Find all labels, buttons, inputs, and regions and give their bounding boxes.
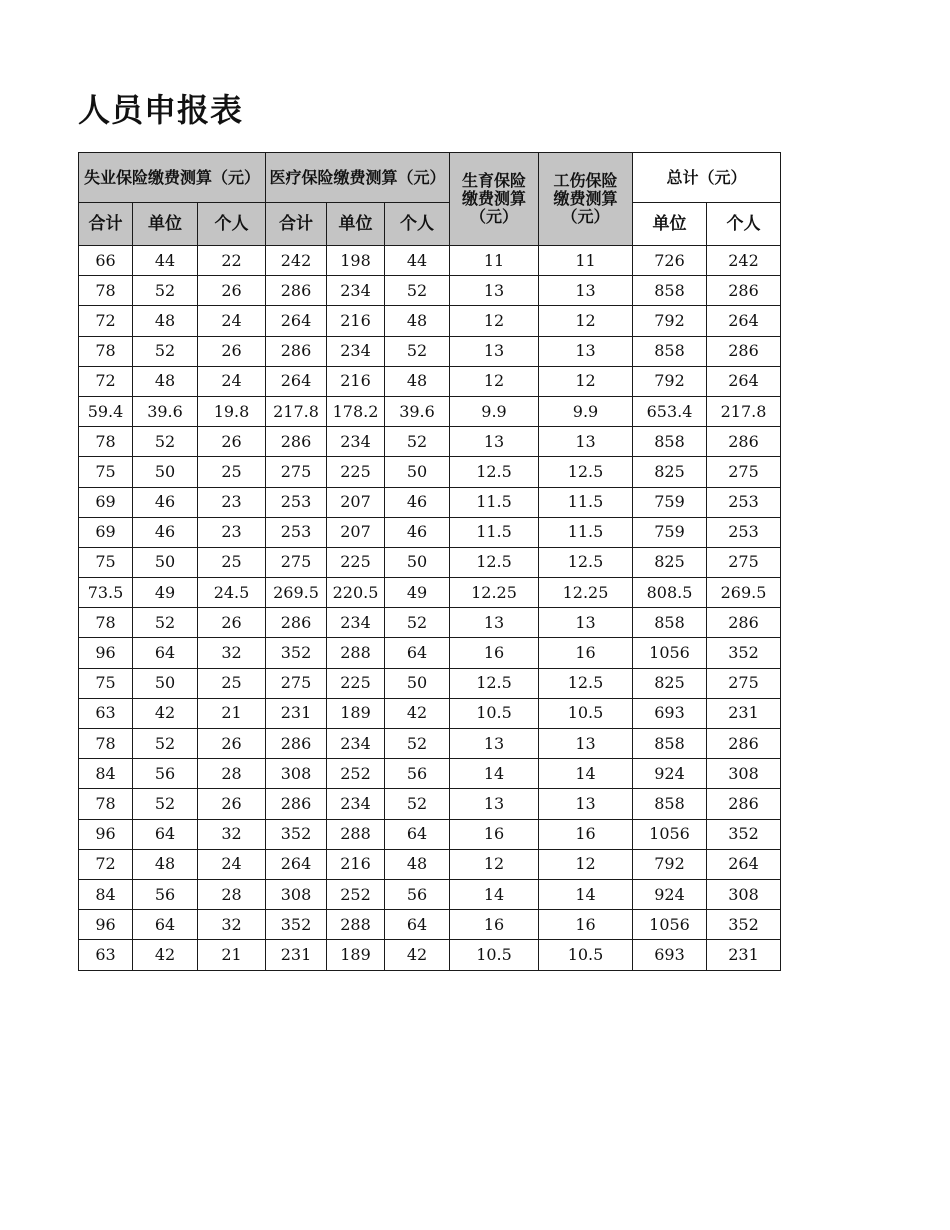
- maternity-cell: 11.5: [450, 487, 539, 517]
- table-row: [79, 276, 781, 306]
- table-row: [79, 547, 781, 577]
- medical-individual-cell: 52: [385, 789, 450, 819]
- table-row: [79, 306, 781, 336]
- maternity-cell: 12.5: [450, 457, 539, 487]
- total-individual-cell: 352: [707, 638, 781, 668]
- table-row: [79, 366, 781, 396]
- unemployment-individual-cell: 26: [198, 276, 266, 306]
- unemployment-individual-header: 个人: [198, 203, 266, 246]
- total-employer-cell: 858: [633, 608, 707, 638]
- medical-employer-cell: 225: [327, 547, 385, 577]
- maternity-cell: 14: [450, 759, 539, 789]
- maternity-cell: 13: [450, 336, 539, 366]
- unemployment-employer-cell: 50: [133, 547, 198, 577]
- total-employer-cell: 653.4: [633, 396, 707, 426]
- table-row: [79, 396, 781, 426]
- maternity-cell: 13: [450, 427, 539, 457]
- total-employer-cell: 825: [633, 547, 707, 577]
- medical-employer-cell: 234: [327, 276, 385, 306]
- unemployment-employer-cell: 64: [133, 910, 198, 940]
- unemployment-subtotal-cell: 59.4: [79, 396, 133, 426]
- unemployment-employer-cell: 56: [133, 879, 198, 909]
- injury-cell: 12.5: [539, 668, 633, 698]
- maternity-cell: 13: [450, 729, 539, 759]
- unemployment-individual-cell: 32: [198, 638, 266, 668]
- injury-cell: 16: [539, 910, 633, 940]
- table-row: [79, 759, 781, 789]
- medical-individual-cell: 42: [385, 698, 450, 728]
- medical-employer-cell: 234: [327, 608, 385, 638]
- medical-insurance-header: 医疗保险缴费测算（元）: [266, 153, 450, 203]
- total-individual-cell: 275: [707, 547, 781, 577]
- medical-individual-cell: 56: [385, 879, 450, 909]
- unemployment-employer-cell: 39.6: [133, 396, 198, 426]
- total-individual-cell: 264: [707, 849, 781, 879]
- unemployment-employer-cell: 50: [133, 457, 198, 487]
- table-row: [79, 668, 781, 698]
- medical-subtotal-cell: 308: [266, 879, 327, 909]
- unemployment-subtotal-cell: 75: [79, 547, 133, 577]
- medical-subtotal-cell: 286: [266, 336, 327, 366]
- total-individual-cell: 275: [707, 457, 781, 487]
- medical-employer-cell: 252: [327, 879, 385, 909]
- unemployment-individual-cell: 24: [198, 849, 266, 879]
- medical-individual-cell: 39.6: [385, 396, 450, 426]
- total-employer-cell: 924: [633, 759, 707, 789]
- medical-employer-cell: 207: [327, 487, 385, 517]
- unemployment-individual-cell: 26: [198, 608, 266, 638]
- medical-employer-cell: 220.5: [327, 578, 385, 608]
- injury-insurance-header: 工伤保险缴费测算（元）: [539, 153, 633, 246]
- unemployment-subtotal-cell: 75: [79, 457, 133, 487]
- injury-cell: 11: [539, 246, 633, 276]
- medical-subtotal-cell: 352: [266, 638, 327, 668]
- total-employer-cell: 693: [633, 940, 707, 970]
- medical-subtotal-cell: 269.5: [266, 578, 327, 608]
- medical-employer-cell: 225: [327, 457, 385, 487]
- total-employer-cell: 924: [633, 879, 707, 909]
- total-individual-cell: 253: [707, 517, 781, 547]
- total-employer-cell: 858: [633, 276, 707, 306]
- injury-cell: 13: [539, 276, 633, 306]
- total-employer-cell: 693: [633, 698, 707, 728]
- total-employer-cell: 858: [633, 789, 707, 819]
- medical-subtotal-cell: 286: [266, 276, 327, 306]
- total-individual-cell: 253: [707, 487, 781, 517]
- table-row: [79, 910, 781, 940]
- medical-employer-cell: 234: [327, 789, 385, 819]
- medical-employer-cell: 207: [327, 517, 385, 547]
- medical-subtotal-cell: 286: [266, 729, 327, 759]
- medical-individual-cell: 64: [385, 638, 450, 668]
- medical-subtotal-cell: 253: [266, 487, 327, 517]
- unemployment-individual-cell: 24: [198, 366, 266, 396]
- maternity-cell: 10.5: [450, 698, 539, 728]
- injury-cell: 12.5: [539, 547, 633, 577]
- unemployment-subtotal-cell: 78: [79, 336, 133, 366]
- unemployment-subtotal-cell: 75: [79, 668, 133, 698]
- medical-individual-cell: 52: [385, 427, 450, 457]
- medical-employer-cell: 234: [327, 729, 385, 759]
- maternity-cell: 11: [450, 246, 539, 276]
- unemployment-subtotal-cell: 84: [79, 759, 133, 789]
- medical-employer-cell: 288: [327, 819, 385, 849]
- unemployment-individual-cell: 24: [198, 306, 266, 336]
- unemployment-employer-cell: 42: [133, 698, 198, 728]
- total-individual-cell: 231: [707, 940, 781, 970]
- unemployment-individual-cell: 26: [198, 336, 266, 366]
- maternity-cell: 9.9: [450, 396, 539, 426]
- maternity-cell: 12.5: [450, 668, 539, 698]
- medical-individual-header: 个人: [385, 203, 450, 246]
- table-row: [79, 638, 781, 668]
- unemployment-insurance-header: 失业保险缴费测算（元）: [79, 153, 266, 203]
- maternity-cell: 16: [450, 638, 539, 668]
- unemployment-subtotal-cell: 72: [79, 306, 133, 336]
- medical-subtotal-cell: 275: [266, 668, 327, 698]
- medical-subtotal-cell: 352: [266, 910, 327, 940]
- medical-subtotal-cell: 231: [266, 698, 327, 728]
- unemployment-employer-cell: 44: [133, 246, 198, 276]
- table-row: [79, 578, 781, 608]
- unemployment-subtotal-header: 合计: [79, 203, 133, 246]
- page-title: 人员申报表: [78, 91, 244, 129]
- total-employer-cell: 792: [633, 366, 707, 396]
- injury-cell: 9.9: [539, 396, 633, 426]
- unemployment-employer-cell: 46: [133, 517, 198, 547]
- total-employer-cell: 1056: [633, 910, 707, 940]
- medical-employer-cell: 234: [327, 427, 385, 457]
- maternity-insurance-header: 生育保险缴费测算（元）: [450, 153, 539, 246]
- medical-individual-cell: 52: [385, 729, 450, 759]
- unemployment-individual-cell: 25: [198, 547, 266, 577]
- table-row: [79, 608, 781, 638]
- total-individual-cell: 286: [707, 276, 781, 306]
- medical-subtotal-cell: 286: [266, 789, 327, 819]
- maternity-cell: 13: [450, 608, 539, 638]
- total-individual-cell: 242: [707, 246, 781, 276]
- maternity-cell: 16: [450, 910, 539, 940]
- total-employer-cell: 792: [633, 306, 707, 336]
- medical-subtotal-cell: 352: [266, 819, 327, 849]
- total-employer-cell: 858: [633, 336, 707, 366]
- unemployment-individual-cell: 28: [198, 879, 266, 909]
- maternity-cell: 13: [450, 276, 539, 306]
- unemployment-employer-cell: 48: [133, 366, 198, 396]
- medical-employer-cell: 189: [327, 940, 385, 970]
- medical-individual-cell: 52: [385, 608, 450, 638]
- total-employer-cell: 858: [633, 427, 707, 457]
- unemployment-subtotal-cell: 63: [79, 940, 133, 970]
- medical-employer-cell: 234: [327, 336, 385, 366]
- injury-cell: 13: [539, 336, 633, 366]
- total-individual-cell: 275: [707, 668, 781, 698]
- maternity-cell: 16: [450, 819, 539, 849]
- medical-subtotal-cell: 275: [266, 547, 327, 577]
- table-row: [79, 457, 781, 487]
- unemployment-subtotal-cell: 78: [79, 729, 133, 759]
- unemployment-individual-cell: 25: [198, 668, 266, 698]
- medical-individual-cell: 49: [385, 578, 450, 608]
- unemployment-individual-cell: 21: [198, 940, 266, 970]
- total-employer-cell: 808.5: [633, 578, 707, 608]
- unemployment-employer-cell: 49: [133, 578, 198, 608]
- total-employer-cell: 759: [633, 517, 707, 547]
- total-individual-cell: 286: [707, 336, 781, 366]
- total-employer-cell: 1056: [633, 819, 707, 849]
- unemployment-individual-cell: 28: [198, 759, 266, 789]
- table-row: [79, 698, 781, 728]
- total-individual-cell: 231: [707, 698, 781, 728]
- medical-subtotal-header: 合计: [266, 203, 327, 246]
- maternity-cell: 12.5: [450, 547, 539, 577]
- medical-individual-cell: 64: [385, 910, 450, 940]
- medical-employer-cell: 189: [327, 698, 385, 728]
- unemployment-individual-cell: 25: [198, 457, 266, 487]
- medical-individual-cell: 52: [385, 276, 450, 306]
- injury-cell: 13: [539, 427, 633, 457]
- medical-employer-header: 单位: [327, 203, 385, 246]
- medical-individual-cell: 44: [385, 246, 450, 276]
- medical-subtotal-cell: 275: [266, 457, 327, 487]
- medical-subtotal-cell: 286: [266, 427, 327, 457]
- unemployment-subtotal-cell: 69: [79, 517, 133, 547]
- unemployment-employer-cell: 42: [133, 940, 198, 970]
- total-individual-cell: 217.8: [707, 396, 781, 426]
- medical-subtotal-cell: 242: [266, 246, 327, 276]
- unemployment-individual-cell: 21: [198, 698, 266, 728]
- unemployment-individual-cell: 26: [198, 789, 266, 819]
- unemployment-individual-cell: 26: [198, 729, 266, 759]
- injury-cell: 13: [539, 729, 633, 759]
- unemployment-employer-cell: 52: [133, 789, 198, 819]
- injury-cell: 12.5: [539, 457, 633, 487]
- injury-cell: 12: [539, 306, 633, 336]
- medical-subtotal-cell: 264: [266, 849, 327, 879]
- injury-cell: 13: [539, 608, 633, 638]
- total-individual-cell: 286: [707, 729, 781, 759]
- unemployment-individual-cell: 32: [198, 910, 266, 940]
- medical-individual-cell: 56: [385, 759, 450, 789]
- unemployment-employer-cell: 52: [133, 427, 198, 457]
- unemployment-individual-cell: 26: [198, 427, 266, 457]
- unemployment-subtotal-cell: 63: [79, 698, 133, 728]
- total-individual-cell: 264: [707, 306, 781, 336]
- maternity-cell: 12: [450, 306, 539, 336]
- medical-subtotal-cell: 253: [266, 517, 327, 547]
- table-row: [79, 819, 781, 849]
- medical-employer-cell: 216: [327, 306, 385, 336]
- medical-individual-cell: 42: [385, 940, 450, 970]
- unemployment-subtotal-cell: 66: [79, 246, 133, 276]
- table-row: [79, 729, 781, 759]
- maternity-cell: 12.25: [450, 578, 539, 608]
- unemployment-subtotal-cell: 96: [79, 819, 133, 849]
- injury-cell: 14: [539, 879, 633, 909]
- unemployment-subtotal-cell: 72: [79, 366, 133, 396]
- table-row: [79, 336, 781, 366]
- injury-cell: 12: [539, 366, 633, 396]
- medical-employer-cell: 288: [327, 910, 385, 940]
- unemployment-subtotal-cell: 78: [79, 789, 133, 819]
- medical-individual-cell: 50: [385, 457, 450, 487]
- medical-individual-cell: 48: [385, 849, 450, 879]
- medical-subtotal-cell: 286: [266, 608, 327, 638]
- medical-individual-cell: 64: [385, 819, 450, 849]
- unemployment-subtotal-cell: 78: [79, 608, 133, 638]
- medical-employer-cell: 216: [327, 366, 385, 396]
- medical-employer-cell: 225: [327, 668, 385, 698]
- medical-employer-cell: 216: [327, 849, 385, 879]
- medical-individual-cell: 46: [385, 487, 450, 517]
- injury-cell: 13: [539, 789, 633, 819]
- total-employer-cell: 1056: [633, 638, 707, 668]
- medical-subtotal-cell: 264: [266, 366, 327, 396]
- total-individual-cell: 352: [707, 819, 781, 849]
- medical-subtotal-cell: 308: [266, 759, 327, 789]
- maternity-cell: 12: [450, 849, 539, 879]
- medical-individual-cell: 48: [385, 306, 450, 336]
- table-row: [79, 879, 781, 909]
- injury-cell: 12.25: [539, 578, 633, 608]
- total-individual-cell: 286: [707, 427, 781, 457]
- maternity-cell: 13: [450, 789, 539, 819]
- medical-individual-cell: 46: [385, 517, 450, 547]
- unemployment-subtotal-cell: 73.5: [79, 578, 133, 608]
- unemployment-individual-cell: 22: [198, 246, 266, 276]
- total-individual-cell: 286: [707, 789, 781, 819]
- total-employer-header: 单位: [633, 203, 707, 246]
- unemployment-employer-cell: 48: [133, 849, 198, 879]
- maternity-cell: 14: [450, 879, 539, 909]
- unemployment-subtotal-cell: 69: [79, 487, 133, 517]
- unemployment-subtotal-cell: 78: [79, 427, 133, 457]
- medical-subtotal-cell: 264: [266, 306, 327, 336]
- unemployment-employer-cell: 56: [133, 759, 198, 789]
- injury-cell: 11.5: [539, 517, 633, 547]
- unemployment-subtotal-cell: 84: [79, 879, 133, 909]
- total-employer-cell: 726: [633, 246, 707, 276]
- unemployment-individual-cell: 19.8: [198, 396, 266, 426]
- table-row: [79, 517, 781, 547]
- injury-cell: 14: [539, 759, 633, 789]
- unemployment-individual-cell: 32: [198, 819, 266, 849]
- medical-individual-cell: 50: [385, 547, 450, 577]
- injury-cell: 16: [539, 819, 633, 849]
- total-individual-header: 个人: [707, 203, 781, 246]
- injury-cell: 16: [539, 638, 633, 668]
- unemployment-employer-cell: 52: [133, 729, 198, 759]
- total-header: 总计（元）: [633, 153, 781, 203]
- table-row: [79, 940, 781, 970]
- medical-employer-cell: 178.2: [327, 396, 385, 426]
- total-employer-cell: 825: [633, 668, 707, 698]
- table-row: [79, 487, 781, 517]
- total-individual-cell: 269.5: [707, 578, 781, 608]
- medical-subtotal-cell: 217.8: [266, 396, 327, 426]
- unemployment-employer-cell: 52: [133, 276, 198, 306]
- total-individual-cell: 308: [707, 759, 781, 789]
- unemployment-individual-cell: 24.5: [198, 578, 266, 608]
- unemployment-employer-cell: 64: [133, 819, 198, 849]
- unemployment-subtotal-cell: 96: [79, 638, 133, 668]
- medical-employer-cell: 288: [327, 638, 385, 668]
- total-individual-cell: 352: [707, 910, 781, 940]
- medical-subtotal-cell: 231: [266, 940, 327, 970]
- medical-employer-cell: 198: [327, 246, 385, 276]
- total-individual-cell: 264: [707, 366, 781, 396]
- declaration-table: [78, 152, 781, 971]
- unemployment-employer-cell: 48: [133, 306, 198, 336]
- maternity-cell: 12: [450, 366, 539, 396]
- table-row: [79, 789, 781, 819]
- table-row: [79, 427, 781, 457]
- total-individual-cell: 286: [707, 608, 781, 638]
- injury-cell: 10.5: [539, 940, 633, 970]
- unemployment-employer-cell: 52: [133, 336, 198, 366]
- unemployment-individual-cell: 23: [198, 517, 266, 547]
- table-row: [79, 246, 781, 276]
- unemployment-employer-cell: 46: [133, 487, 198, 517]
- injury-cell: 12: [539, 849, 633, 879]
- maternity-cell: 10.5: [450, 940, 539, 970]
- total-employer-cell: 858: [633, 729, 707, 759]
- injury-cell: 10.5: [539, 698, 633, 728]
- total-individual-cell: 308: [707, 879, 781, 909]
- unemployment-subtotal-cell: 72: [79, 849, 133, 879]
- unemployment-employer-cell: 52: [133, 608, 198, 638]
- unemployment-employer-cell: 64: [133, 638, 198, 668]
- unemployment-individual-cell: 23: [198, 487, 266, 517]
- injury-cell: 11.5: [539, 487, 633, 517]
- total-employer-cell: 792: [633, 849, 707, 879]
- maternity-cell: 11.5: [450, 517, 539, 547]
- medical-individual-cell: 52: [385, 336, 450, 366]
- table-body: [79, 246, 781, 971]
- unemployment-employer-header: 单位: [133, 203, 198, 246]
- table-row: [79, 849, 781, 879]
- unemployment-employer-cell: 50: [133, 668, 198, 698]
- medical-employer-cell: 252: [327, 759, 385, 789]
- total-employer-cell: 825: [633, 457, 707, 487]
- total-employer-cell: 759: [633, 487, 707, 517]
- medical-individual-cell: 48: [385, 366, 450, 396]
- medical-individual-cell: 50: [385, 668, 450, 698]
- unemployment-subtotal-cell: 78: [79, 276, 133, 306]
- unemployment-subtotal-cell: 96: [79, 910, 133, 940]
